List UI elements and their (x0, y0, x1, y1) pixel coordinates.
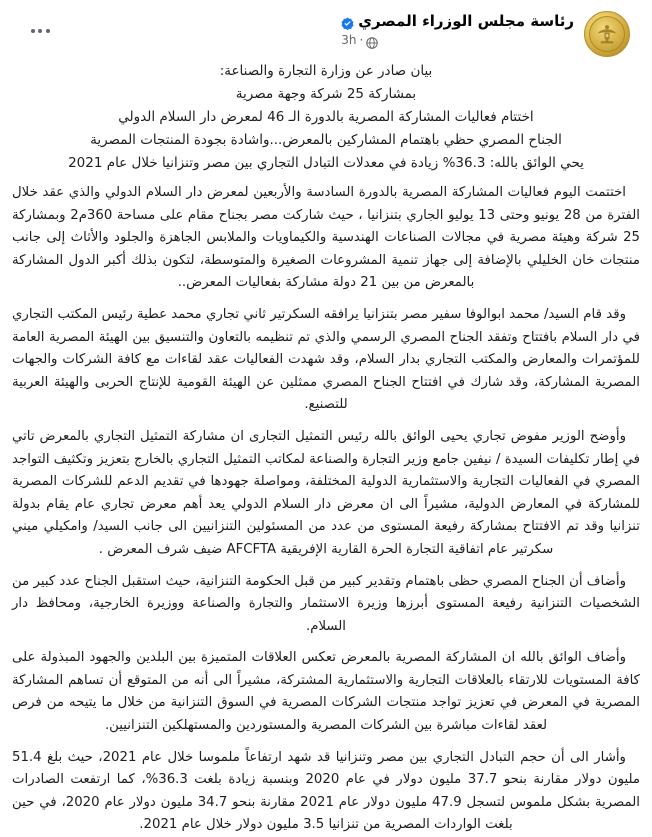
lede-body-spacer (12, 175, 640, 182)
lede-line-3: اختتام فعاليات المشاركة المصرية بالدورة الـ 46 لمعرض دار السلام الدولي (118, 109, 534, 125)
post-meta (341, 33, 574, 47)
post-paragraph: وأشار الى أن حجم التبادل التجاري بين مصر وتنزانيا قد شهد ارتفاعاً ملموسا خلال عام 2021، حيث بلغ 51.4 مليون دولار مقارنة بنحو 37.7 مليون دولار في عام 2020 وبنسبة زيادة بلغت 36.3%، كما ارتفعت الصادرات المصرية بشكل ملموس لتسجل 47.9 مليون دولار عام 2021 مقارنة بنحو 34.7 مليون دولار عام 2020، في حين بلغت الواردات المصرية من تنزانيا 3.5 مليون دولار خلال عام 2021. (12, 749, 640, 833)
post-paragraph: وأضاف الوائق بالله ان المشاركة المصرية بالمعرض تعكس العلاقات المتميزة بين البلدين والجهود المبذولة على كافة المستويات للارتقاء بالعلاقات التجارية والاستثمارية المشتركة، مشيراً الى أنه من المتوقع أن تساهم المشاركة المصرية في المعرض في تعزيز تواجد منتجات الشركات المصرية في السوق التنزانية من خلال ما يتيحه من فرص لعقد لقاءات مباشرة بين الشركات المصرية والمستوردين والمستهلكين التنزانيين. (12, 650, 640, 734)
more-options-dot (31, 29, 35, 33)
egypt-cabinet-emblem-icon (589, 16, 625, 52)
post-header (0, 0, 652, 58)
post-paragraph: اختتمت اليوم فعاليات المشاركة المصرية بالدورة السادسة والأربعين لمعرض دار السلام الدولي والذي عقد خلال الفترة من 28 يونيو وحتى 13 يوليو الجاري بتنزانيا ، حيث شاركت مصر بجناح مقام على مساحة 360م2 وبمشاركة 25 شركة وهيئة مصرية في مجالات الصناعات الهندسية والكيماويات والملابس الجاهزة والجلود والأثاث إلى جانب منتجات خان الخليلي بالإضافة إلى جهاز تنمية المشروعات الصغيرة والمتوسطة، لتكون بذلك أكبر الدول المشاركة بالمعرض من بين 21 دولة مشاركة بفعاليات المعرض.. (12, 185, 640, 291)
meta-separator: · (359, 33, 364, 47)
globe-icon[interactable] (366, 34, 378, 46)
more-options-dot (46, 29, 50, 33)
lede-line-4: الجناح المصري حظي باهتمام المشاركين بالمعرض...واشادة بجودة المنتجات المصرية (90, 132, 562, 148)
post-lede (12, 60, 640, 175)
lede-line-2: بمشاركة 25 شركة وجهة مصرية (235, 86, 417, 102)
verified-badge-icon (341, 15, 354, 28)
lede-line-1: بيان صادر عن وزارة التجارة والصناعة: (219, 63, 433, 79)
avatar[interactable] (584, 11, 630, 57)
post-paragraph: وأوضح الوزير مفوض تجاري يحيى الوائق بالله رئيس التمثيل التجارى ان مشاركة التمثيل التجاري بالمعرض تاتي في إطار تكليفات السيدة / نيفين جامع وزير التجارة والصناعة لمكاتب التمثيل التجاري بالخارج بتعزيز وتكثيف التواجد المصري في الفعاليات التجارية والاستثمارية الدولية المختلفة، ومواصلة جهودها في تقديم الدعم للشركات المصرية للمشاركة في المعارض الدولية، مشيراً الى ان معرض دار السلام الدولي يعد أهم معرض تجاري عام يقام بدولة تنزانيا وقد تم الافتتاح بمشاركة رفيعة المستوى من عدد من المسئولين التنزانيين الى جانب السيد/ وامكيلي ميني سكرتير عام اتفاقية التجارة الحرة القارية الإفريقية AFCFTA ضيف شرف المعرض . (12, 428, 640, 557)
post-paragraph: وأضاف أن الجناح المصري حظى باهتمام وتقدير كبير من قبل الحكومة التنزانية، حيث استقبل الجناح عدد كبير من الشخصيات التنزانية رفيعة المستوى أبرزها وزيرة الاستثمار والتجارة والصناعة ووزيرة الخارجية، ومحافظ دار السلام. (12, 573, 640, 634)
post-header-text (341, 12, 574, 47)
lede-line-5: يحي الوائق بالله: 36.3% زيادة في معدلات التبادل التجاري بين مصر وتنزانيا خلال عام 2021 (68, 155, 584, 171)
more-options-button[interactable] (24, 20, 56, 42)
page-name-row (341, 12, 574, 30)
post-timestamp[interactable]: 3h (341, 33, 357, 47)
post-paragraph: وقد قام السيد/ محمد ابوالوفا سفير مصر بتنزانيا يرافقه السكرتير ثاني تجاري محمد عطية رئيس المكتب التجاري في دار السلام بافتتاح وتفقد الجناح المصري الرسمي والذي تم تنظيمه بالتعاون والتنسيق بين الهيئة المصرية العامة للمؤتمرات والمعارض والمكتب التجاري بدار السلام، وقد شهدت الفعاليات عقد لقاءات مع كافة الشركات والجهات المصرية المشاركة، وقد شارك في افتتاح الجناح المصري ممثلين عن الهيئة القومية للإنتاج الحربى والهيئة العربية للتصنيع. (12, 306, 640, 413)
more-options-dot (38, 29, 42, 33)
post-body (0, 58, 652, 837)
page-name[interactable]: رئاسة مجلس الوزراء المصري (358, 12, 574, 30)
